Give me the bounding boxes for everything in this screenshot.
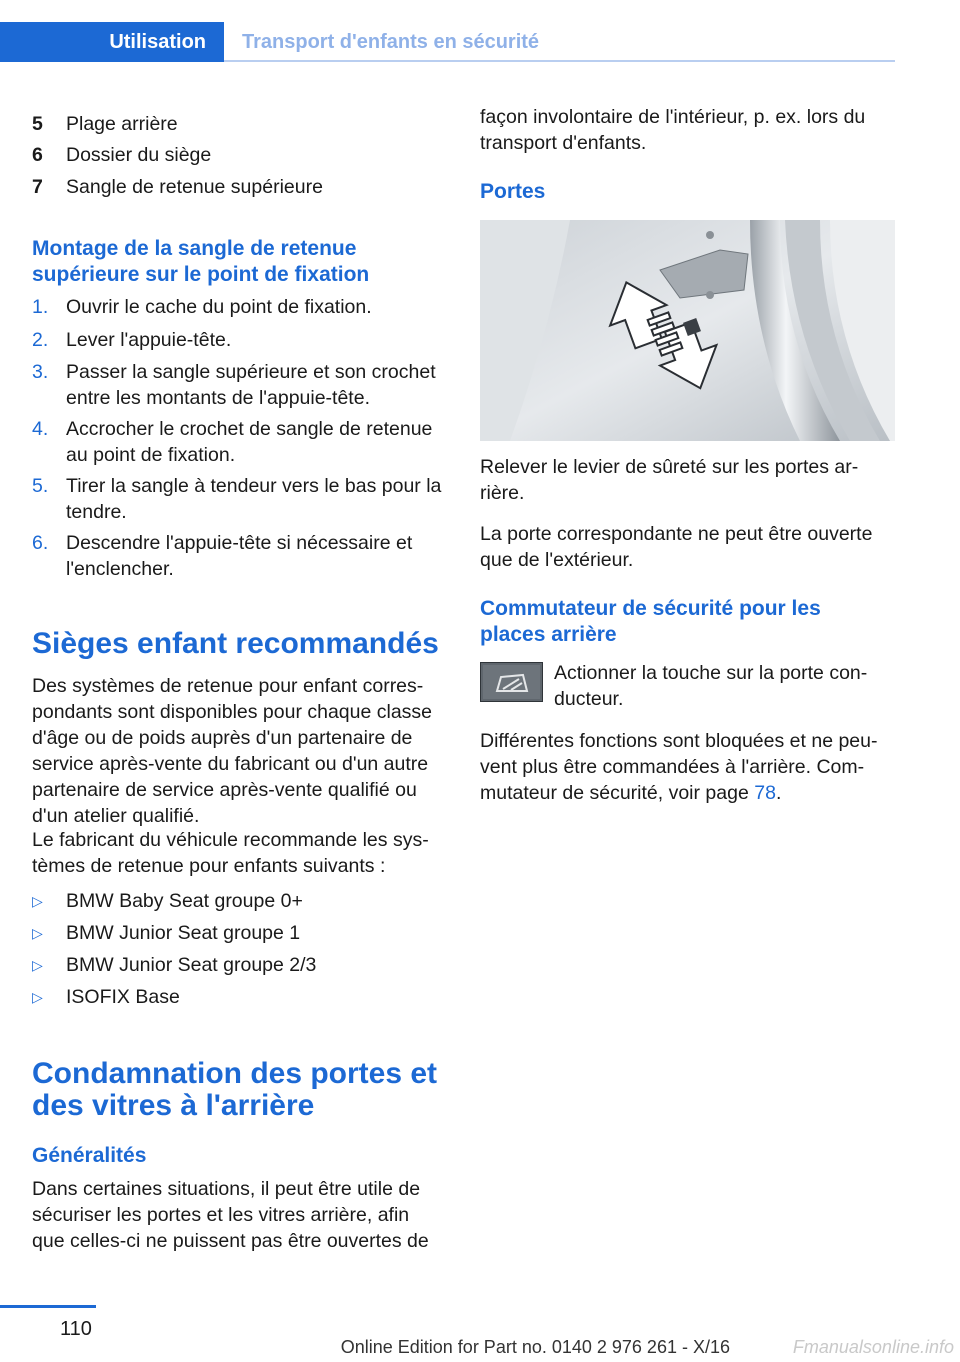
seats-paragraph: Des systèmes de retenue pour enfant corres‐ pondants sont disponibles pour chaque classe d'âge ou de poids auprès d'un partenaire de service après-vente du fabricant ou d'un autre partenaire de service après-vente qualifié ou d'un atelier qualifié. [32,675,433,827]
legend-number: 7 [32,176,43,198]
section-tab[interactable] [0,22,224,62]
bullet-triangle-icon: ▷ [32,957,43,973]
bullet-triangle-icon: ▷ [32,989,43,1005]
mount-heading: Montage de la sangle de retenue supérieure sur le point de fixation [32,237,370,286]
list-item-text: BMW Junior Seat groupe 2/3 [66,954,317,976]
legend-number: 6 [32,144,43,166]
step-text: Tirer la sangle à tendeur vers le bas pour la tendre. [66,475,442,523]
step-number: 5. [32,475,49,497]
legend-text: Plage arrière [66,113,178,135]
door-lock-illustration [480,220,895,441]
switch-heading: Commutateur de sécurité pour les places arrière [480,597,821,646]
legend-number: 5 [32,113,43,135]
watermark: Fmanualsonline.info [792,1337,954,1357]
page-link[interactable]: 78 [754,782,776,804]
step-text: Lever l'appuie-tête. [66,329,232,351]
step-number: 2. [32,329,49,351]
seats-heading: Sièges enfant recommandés [32,627,439,660]
maker-paragraph: Le fabricant du véhicule recommande les sys‐ tèmes de retenue pour enfants suivants : [32,829,429,877]
chapter-label: Transport d'enfants en sécurité [242,30,540,53]
step-number: 1. [32,296,49,318]
list-item-text: BMW Baby Seat groupe 0+ [66,890,303,912]
edition-text: Online Edition for Part no. 0140 2 976 261 - X/16 [340,1337,730,1357]
bullet-triangle-icon: ▷ [32,893,43,909]
legend-text: Dossier du siège [66,144,212,166]
general-paragraph: Dans certaines situations, il peut être utile de sécuriser les portes et les vitres arrière, afin que celles-ci ne puissent pas être ouvertes de [32,1178,429,1252]
footer-rule [0,1305,96,1308]
functions-paragraph: Différentes fonctions sont bloquées et ne peu‐ vent plus être commandées à l'arrière. Com‐ mutateur de sécurité, voir page 78. [480,730,878,804]
window-lock-button-icon [480,662,543,702]
continued-paragraph: façon involontaire de l'intérieur, p. ex. lors du transport d'enfants. [480,106,866,154]
step-text: Passer la sangle supérieure et son crochet entre les montants de l'appuie-tête. [66,361,436,409]
running-header [0,22,895,62]
page-number: 110 [60,1318,92,1340]
step-number: 4. [32,418,49,440]
chapter-tab[interactable] [242,22,539,62]
doors-heading: Portes [480,180,546,203]
step-text: Descendre l'appuie-tête si nécessaire et l'enclencher. [66,532,413,580]
lock-heading: Condamnation des portes et des vitres à l'arrière [32,1057,438,1122]
bullet-triangle-icon: ▷ [32,925,43,941]
header-rule [224,60,895,62]
raise-lever-paragraph: Relever le levier de sûreté sur les portes ar‐ rière. [480,456,859,504]
step-number: 3. [32,361,49,383]
general-heading: Généralités [32,1144,147,1167]
step-text: Ouvrir le cache du point de fixation. [66,296,372,318]
step-number: 6. [32,532,49,554]
step-text: Accrocher le crochet de sangle de retenue au point de fixation. [66,418,433,466]
door-open-paragraph: La porte correspondante ne peut être ouverte que de l'extérieur. [480,523,873,571]
list-item-text: ISOFIX Base [66,986,180,1008]
list-item-text: BMW Junior Seat groupe 1 [66,922,301,944]
section-label: Utilisation [109,30,206,53]
legend-text: Sangle de retenue supérieure [66,176,323,198]
switch-text: Actionner la touche sur la porte con‐ ducteur. [554,662,868,710]
